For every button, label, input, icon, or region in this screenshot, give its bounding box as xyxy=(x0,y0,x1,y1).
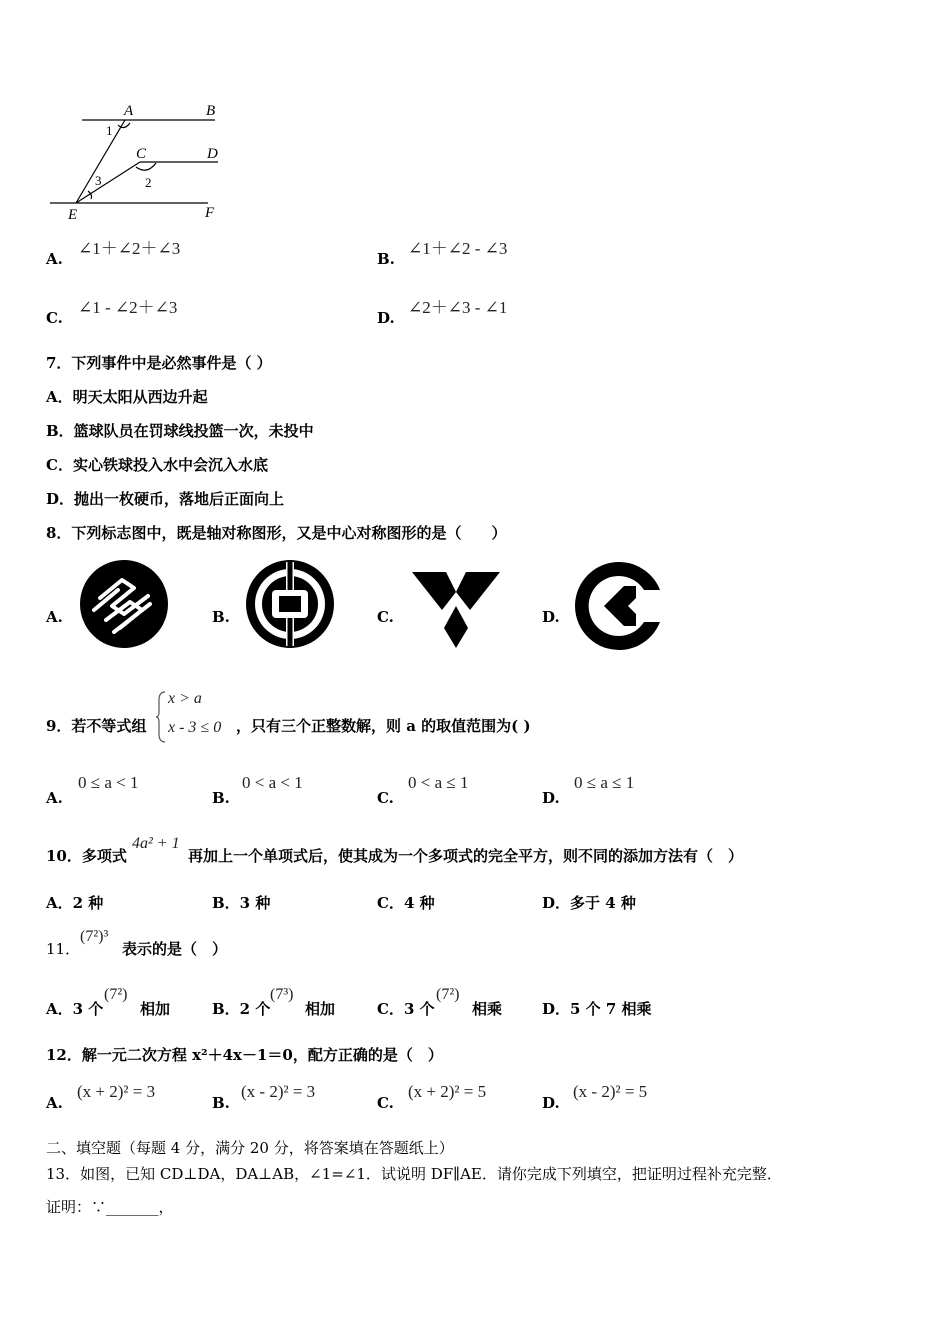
q10-polynomial: 4a² + 1 xyxy=(132,835,180,852)
q12-option-b-expr: (x - 2)² = 3 xyxy=(241,1082,316,1101)
label-angle-2: 2 xyxy=(145,175,152,190)
q12-option-d-expr: (x - 2)² = 5 xyxy=(573,1082,648,1101)
q7-option-a[interactable]: A．明天太阳从西边升起 xyxy=(46,388,208,406)
q13-proof-line[interactable]: 证明：∵_______， xyxy=(46,1198,174,1216)
q9-inequality-1: x > a xyxy=(168,690,202,707)
q12-option-d-letter[interactable]: D. xyxy=(542,1094,560,1112)
q9-option-b-expr: 0 < a < 1 xyxy=(242,773,303,792)
q10-option-c[interactable]: C．4 种 xyxy=(377,894,435,912)
q9-option-c-expr: 0 < a ≤ 1 xyxy=(408,773,469,792)
q6-option-d-letter[interactable]: D. xyxy=(377,309,395,327)
q9-option-d-letter[interactable]: D. xyxy=(542,789,560,807)
q11-option-c-expr: (7²) xyxy=(436,986,460,1003)
q11-option-a-expr: (7²) xyxy=(104,986,128,1003)
section-2-heading: 二、填空题（每题 4 分，满分 20 分，将答案填在答题纸上） xyxy=(46,1139,454,1157)
q7-option-b[interactable]: B．篮球队员在罚球线投篮一次，未投中 xyxy=(46,422,314,440)
bank-of-china-logo-icon xyxy=(244,558,336,650)
label-angle-3: 3 xyxy=(95,173,102,188)
q7-option-c[interactable]: C．实心铁球投入水中会沉入水底 xyxy=(46,456,268,474)
q12-stem: 12．解一元二次方程 x²＋4x－1＝0，配方正确的是（ ） xyxy=(46,1046,443,1064)
q6-option-c-letter[interactable]: C. xyxy=(46,309,63,327)
label-angle-1: 1 xyxy=(106,123,113,138)
q11-expression: (7²)³ xyxy=(80,928,109,945)
q12-option-c-letter[interactable]: C. xyxy=(377,1094,394,1112)
line-ae xyxy=(76,120,125,203)
q9-suffix: ，只有三个正整数解，则 a 的取值范围为( ) xyxy=(236,717,531,735)
q10-option-b[interactable]: B．3 种 xyxy=(212,894,271,912)
q11-suffix: 表示的是（ ） xyxy=(122,940,228,958)
q12-option-a-letter[interactable]: A. xyxy=(46,1094,63,1112)
q12-option-a-expr: (x + 2)² = 3 xyxy=(77,1082,156,1101)
q6-option-a-letter[interactable]: A. xyxy=(46,250,63,268)
q9-option-d-expr: 0 ≤ a ≤ 1 xyxy=(574,773,635,792)
q11-option-c-post: 相乘 xyxy=(472,1000,503,1018)
q11-option-b-expr: (7³) xyxy=(270,986,294,1003)
q10-option-a[interactable]: A．2 种 xyxy=(46,894,104,912)
q12-option-c-expr: (x + 2)² = 5 xyxy=(408,1082,487,1101)
label-d: D xyxy=(207,146,218,162)
triangle-logo-icon xyxy=(410,570,502,650)
q8-option-b-letter[interactable]: B. xyxy=(212,608,230,626)
q11-option-a-pre[interactable]: A．3 个 xyxy=(46,1000,104,1018)
label-a: A xyxy=(124,103,134,119)
q11-option-c-pre[interactable]: C．3 个 xyxy=(377,1000,435,1018)
china-mobile-logo-icon xyxy=(78,558,170,650)
label-c: C xyxy=(136,146,147,162)
q9-option-a-expr: 0 ≤ a < 1 xyxy=(78,773,139,792)
q9-option-a-letter[interactable]: A. xyxy=(46,789,63,807)
q11-option-b-post: 相加 xyxy=(305,1000,336,1018)
q9-inequality-2: x - 3 ≤ 0 xyxy=(168,719,222,736)
q10-prefix: 10．多项式 xyxy=(46,847,127,865)
q6-option-b-expr: ∠1＋∠2 - ∠3 xyxy=(408,239,508,258)
q10-suffix: 再加上一个单项式后，使其成为一个多项式的完全平方，则不同的添加方法有（ ） xyxy=(188,847,744,865)
q6-option-d-expr: ∠2＋∠3 - ∠1 xyxy=(408,298,508,317)
construction-bank-logo-icon xyxy=(574,560,664,652)
q9-option-b-letter[interactable]: B. xyxy=(212,789,230,807)
q10-option-d[interactable]: D．多于 4 种 xyxy=(542,894,636,912)
q8-stem: 8．下列标志图中，既是轴对称图形，又是中心对称图形的是（ ） xyxy=(46,524,507,542)
q6-option-b-letter[interactable]: B. xyxy=(377,250,395,268)
q7-stem: 7．下列事件中是必然事件是（ ） xyxy=(46,354,272,372)
q8-option-a-letter[interactable]: A. xyxy=(46,608,63,626)
q11-option-a-post: 相加 xyxy=(140,1000,171,1018)
q12-option-b-letter[interactable]: B. xyxy=(212,1094,230,1112)
q13-stem: 13．如图，已知 CD⊥DA，DA⊥AB，∠1=∠1．试说明 DF∥AE．请你完成下列填空，把证明过程补充完整． xyxy=(46,1165,782,1183)
q9-prefix: 9．若不等式组 xyxy=(46,717,147,735)
left-brace-icon xyxy=(155,690,167,744)
label-b: B xyxy=(206,103,216,119)
label-f: F xyxy=(205,205,215,221)
q9-option-c-letter[interactable]: C. xyxy=(377,789,394,807)
geometry-figure xyxy=(40,95,230,225)
q8-option-d-letter[interactable]: D. xyxy=(542,608,560,626)
q6-option-a-expr: ∠1＋∠2＋∠3 xyxy=(78,239,181,258)
q8-option-c-letter[interactable]: C. xyxy=(377,608,394,626)
line-ce xyxy=(76,162,140,203)
q11-prefix: 11． xyxy=(46,940,81,958)
q7-option-d[interactable]: D．抛出一枚硬币，落地后正面向上 xyxy=(46,490,285,508)
q11-option-d[interactable]: D．5 个 7 相乘 xyxy=(542,1000,652,1018)
q6-option-c-expr: ∠1 - ∠2＋∠3 xyxy=(78,298,178,317)
label-e: E xyxy=(68,207,78,223)
q11-option-b-pre[interactable]: B．2 个 xyxy=(212,1000,271,1018)
